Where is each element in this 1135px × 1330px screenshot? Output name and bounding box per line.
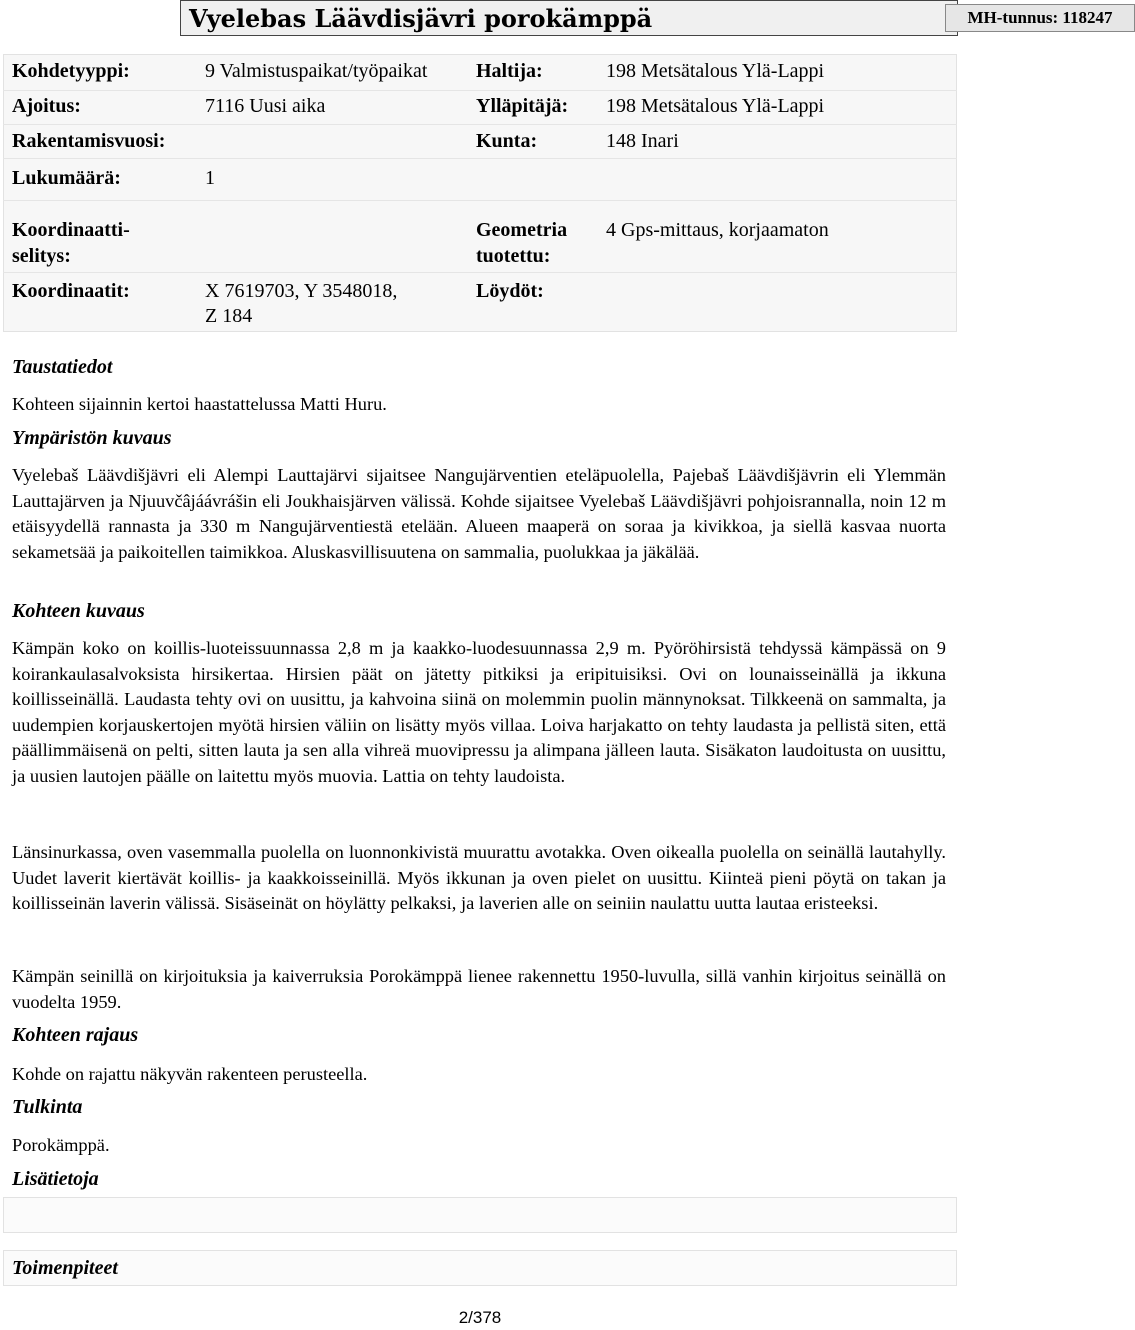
row-divider [3,158,957,159]
loydot-label: Löydöt: [476,280,544,302]
kohteen-kuvaus-heading: Kohteen kuvaus [12,600,145,622]
lukumaara-label: Lukumäärä: [12,167,121,189]
koordinaattiselitys-label-line2: selitys: [12,245,71,267]
kohteen-kuvaus-text-3: Kämpän seinillä on kirjoituksia ja kaiverruksia Porokämppä lienee rakennettu 1950-luvulla, sillä vanhin kirjoitus seinällä on vuodelta 1959. [12,966,946,1012]
title-bar [180,0,1113,36]
ymparisto-text: Vyelebaš Läävdišjävri eli Alempi Lauttajärvi sijaitsee Nangujärventien eteläpuolella, Pajebaš Läävdišjävrin eli Ylemmän Lauttajärven ja Njuuvčâjáávrášin eli Joukhaisjärven välissä. Kohde sijaitsee Vyelebaš Läävdišjävri pohjoisrannalla, noin 12 m etäisyydellä rannasta ja 330 m Nangujärventiestä etelään. Alueen maaperä on soraa ja kivikkoa, ja siellä kasvaa nuorta sekametsää ja paikoitellen taimikkoa. Aluskasvillisuutena on sammalia, puolukkaa ja jäkälää. [12,465,946,562]
koordinaatit-value-line1: X 7619703, Y 3548018, [205,280,398,302]
geometria-label-line1: Geometria [476,219,568,241]
koordinaatit-value-line2: Z 184 [205,305,253,327]
kohdetyyppi-value: 9 Valmistuspaikat/työpaikat [205,60,428,82]
rajaus-heading: Kohteen rajaus [12,1024,139,1046]
tulkinta-text: Porokämppä. [12,1135,110,1155]
row-divider [3,124,957,125]
page-number: 2/378 [458,1308,502,1327]
rakentamisvuosi-label: Rakentamisvuosi: [12,130,166,152]
haltija-label: Haltija: [476,60,543,82]
koordinaattiselitys-label-line1: Koordinaatti- [12,219,130,241]
ajoitus-value: 7116 Uusi aika [205,95,326,117]
taustatiedot-heading: Taustatiedot [12,356,113,378]
mh-tunnus-badge: MH-tunnus: 118247 [945,4,1135,32]
geometria-value: 4 Gps-mittaus, korjaamaton [606,219,829,241]
ajoitus-label: Ajoitus: [12,95,81,117]
rajaus-text: Kohde on rajattu näkyvän rakenteen perusteella. [12,1064,368,1084]
toimenpiteet-box [3,1250,957,1286]
page-title: Vyelebas Läävdisjävri porokämppä [189,4,653,33]
kohteen-kuvaus-text-2: Länsinurkassa, oven vasemmalla puolella on luonnonkivistä muurattu avotakka. Oven oikealla puolella on seinällä lautahylly. Uudet laverit kiertävät koillis- ja kaakkoisseinillä. Myös ikkunan ja oven pielet on uusittu. Kiinteä pieni pöytä on takan ja koillisseinän laverin välissä. Sisäseinät on höylätty pelkaksi, ja laverien alle on seiniin naulattu uutta lautaa eristeeksi. [12,842,946,914]
kunta-label: Kunta: [476,130,538,152]
tulkinta-heading: Tulkinta [12,1096,83,1118]
toimenpiteet-heading: Toimenpiteet [12,1257,118,1279]
kohteen-kuvaus-text-1: Kämpän koko on koillis-luoteissuunnassa 2,8 m ja kaakko-luodesuunnassa 2,9 m. Pyöröhirsistä tehdyssä kämpässä on 9 koirankaulasalvoksista hirsikertaa. Hirsien päät on jätetty pitkiksi ja eripituisiksi. Ovi on lounaisseinällä ja ikkuna koillisseinällä. Laudasta tehty ovi on uusittu, ja kahvoina siinä on molemmin puolin männynoksat. Tilkkeenä on sammalta, ja uudempien korjauskertojen myötä hirsien väliin on lisätty myös villaa. Loiva harjakatto on tehty laudasta ja pellistä siten, että päällimmäisenä on pelti, sitten lauta ja sen alla vihreä muovipressu ja alimpana jälleen lauta. Sisäkaton laudoitusta on uusittu, ja uusien lautojen päälle on laitettu myös muovia. Lattia on tehty laudoista. [12,638,946,786]
haltija-value: 198 Metsätalous Ylä-Lappi [606,60,825,82]
lisatietoja-box [3,1197,957,1233]
row-divider [3,90,957,91]
yllapitaja-value: 198 Metsätalous Ylä-Lappi [606,95,825,117]
lukumaara-value: 1 [205,167,215,189]
kohdetyyppi-label: Kohdetyyppi: [12,60,130,82]
koordinaatit-label: Koordinaatit: [12,280,130,302]
kunta-value: 148 Inari [606,130,679,152]
geometria-label-line2: tuotettu: [476,245,551,267]
yllapitaja-label: Ylläpitäjä: [476,95,569,117]
ymparisto-heading: Ympäristön kuvaus [12,427,172,449]
taustatiedot-text: Kohteen sijainnin kertoi haastattelussa Matti Huru. [12,394,387,414]
row-divider [3,272,957,273]
lisatietoja-heading: Lisätietoja [12,1168,99,1190]
row-divider [3,200,957,201]
